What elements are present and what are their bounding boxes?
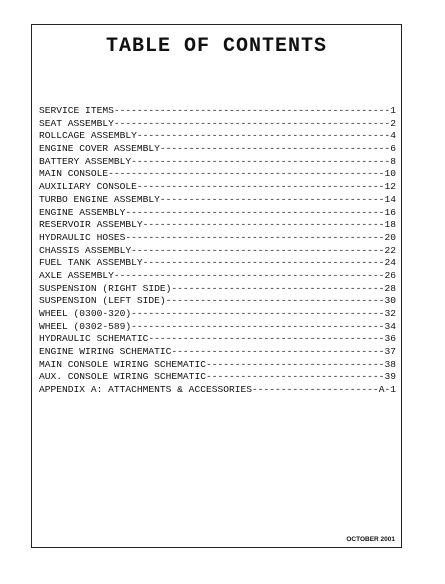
toc-entry-label: ENGINE WIRING SCHEMATIC xyxy=(39,346,172,358)
toc-leader xyxy=(131,321,384,334)
toc-entry-page: 34 xyxy=(384,320,396,332)
toc-leader xyxy=(137,130,390,143)
toc-entry-page: 2 xyxy=(390,117,396,129)
toc-entry[interactable] xyxy=(39,321,396,334)
toc-entry[interactable] xyxy=(39,219,396,232)
toc-entry[interactable] xyxy=(39,384,396,397)
toc-leader xyxy=(114,105,390,118)
toc-leader xyxy=(125,207,384,220)
toc-entry[interactable] xyxy=(39,295,396,308)
toc-entry-page: 12 xyxy=(384,181,396,193)
toc-entry-label: ENGINE COVER ASSEMBLY xyxy=(39,143,160,155)
toc-list xyxy=(39,105,396,397)
toc-leader xyxy=(166,295,385,308)
toc-entry-page: A-1 xyxy=(378,384,396,396)
toc-entry[interactable] xyxy=(39,371,396,384)
toc-entry[interactable] xyxy=(39,156,396,169)
toc-leader xyxy=(114,118,390,131)
toc-entry[interactable] xyxy=(39,105,396,118)
toc-entry-page: 32 xyxy=(384,308,396,319)
toc-entry[interactable] xyxy=(39,270,396,283)
toc-entry-page: 26 xyxy=(384,269,396,281)
toc-entry-page: 37 xyxy=(384,346,396,358)
toc-entry-page: 6 xyxy=(390,143,396,155)
toc-entry-label: MAIN CONSOLE WIRING SCHEMATIC xyxy=(39,358,206,370)
toc-entry-page: 10 xyxy=(384,168,396,180)
toc-entry[interactable] xyxy=(39,168,396,181)
toc-entry-label: HYDRAULIC HOSES xyxy=(39,231,126,243)
toc-leader xyxy=(252,384,379,397)
toc-entry-label: TURBO ENGINE ASSEMBLY xyxy=(39,193,160,205)
toc-entry-label: SUSPENSION (LEFT SIDE) xyxy=(39,295,166,307)
toc-entry[interactable] xyxy=(39,346,396,359)
toc-entry-page: 39 xyxy=(384,371,396,383)
toc-entry[interactable] xyxy=(39,130,396,143)
toc-leader xyxy=(206,371,385,384)
toc-leader xyxy=(171,346,384,359)
toc-entry-label: HYDRAULIC SCHEMATIC xyxy=(39,333,149,345)
toc-entry-label: FUEL TANK ASSEMBLY xyxy=(39,257,143,269)
toc-entry[interactable] xyxy=(39,257,396,270)
toc-leader xyxy=(108,168,384,181)
toc-leader xyxy=(171,283,384,296)
toc-leader xyxy=(143,257,385,270)
footer-date: OCTOBER 2001 xyxy=(346,536,395,543)
toc-entry[interactable] xyxy=(39,143,396,156)
toc-entry-label: APPENDIX A: ATTACHMENTS & ACCESSORIES xyxy=(39,384,253,396)
toc-entry-label: AUXILIARY CONSOLE xyxy=(39,181,137,193)
toc-leader xyxy=(114,270,385,283)
toc-entry-page: 28 xyxy=(384,282,396,294)
toc-entry-label: AUX. CONSOLE WIRING SCHEMATIC xyxy=(39,371,206,383)
toc-entry[interactable] xyxy=(39,283,396,296)
toc-entry-label: CHASSIS ASSEMBLY xyxy=(39,244,132,256)
toc-entry[interactable] xyxy=(39,308,396,321)
toc-entry-label: SUSPENSION (RIGHT SIDE) xyxy=(39,282,172,294)
toc-leader xyxy=(143,219,385,232)
toc-entry-page: 1 xyxy=(390,105,396,116)
toc-entry[interactable] xyxy=(39,194,396,207)
toc-entry-page: 38 xyxy=(384,358,396,370)
toc-entry-label: MAIN CONSOLE xyxy=(39,168,109,180)
toc-entry-page: 36 xyxy=(384,333,396,345)
toc-entry-page: 20 xyxy=(384,231,396,243)
toc-entry-label: SERVICE ITEMS xyxy=(39,105,114,116)
toc-entry[interactable] xyxy=(39,359,396,372)
toc-leader xyxy=(131,245,384,258)
toc-leader xyxy=(160,143,390,156)
toc-entry-page: 24 xyxy=(384,257,396,269)
toc-leader xyxy=(125,232,384,245)
toc-entry[interactable] xyxy=(39,245,396,258)
toc-leader xyxy=(131,156,390,169)
toc-entry[interactable] xyxy=(39,232,396,245)
toc-entry[interactable] xyxy=(39,207,396,220)
toc-entry[interactable] xyxy=(39,118,396,131)
toc-entry-label: WHEEL (0302-589) xyxy=(39,320,132,332)
toc-leader xyxy=(206,359,385,372)
toc-entry-label: ROLLCAGE ASSEMBLY xyxy=(39,130,137,142)
page-title: TABLE OF CONTENTS xyxy=(105,35,328,58)
toc-entry-page: 30 xyxy=(384,295,396,307)
toc-entry-page: 8 xyxy=(390,155,396,167)
toc-entry-page: 14 xyxy=(384,193,396,205)
toc-entry-page: 4 xyxy=(390,130,396,142)
toc-entry-label: WHEEL (0300-320) xyxy=(39,308,132,319)
toc-entry[interactable] xyxy=(39,181,396,194)
document-page xyxy=(31,24,402,548)
toc-entry-page: 22 xyxy=(384,244,396,256)
toc-entry-label: RESERVOIR ASSEMBLY xyxy=(39,219,143,231)
toc-entry-label: BATTERY ASSEMBLY xyxy=(39,155,132,167)
toc-leader xyxy=(137,181,385,194)
toc-entry[interactable] xyxy=(39,333,396,346)
toc-leader xyxy=(148,333,384,346)
toc-leader xyxy=(131,308,384,321)
toc-entry-label: AXLE ASSEMBLY xyxy=(39,269,114,281)
toc-entry-label: SEAT ASSEMBLY xyxy=(39,117,114,129)
toc-entry-page: 16 xyxy=(384,206,396,218)
toc-entry-label: ENGINE ASSEMBLY xyxy=(39,206,126,218)
toc-entry-page: 18 xyxy=(384,219,396,231)
toc-leader xyxy=(160,194,385,207)
